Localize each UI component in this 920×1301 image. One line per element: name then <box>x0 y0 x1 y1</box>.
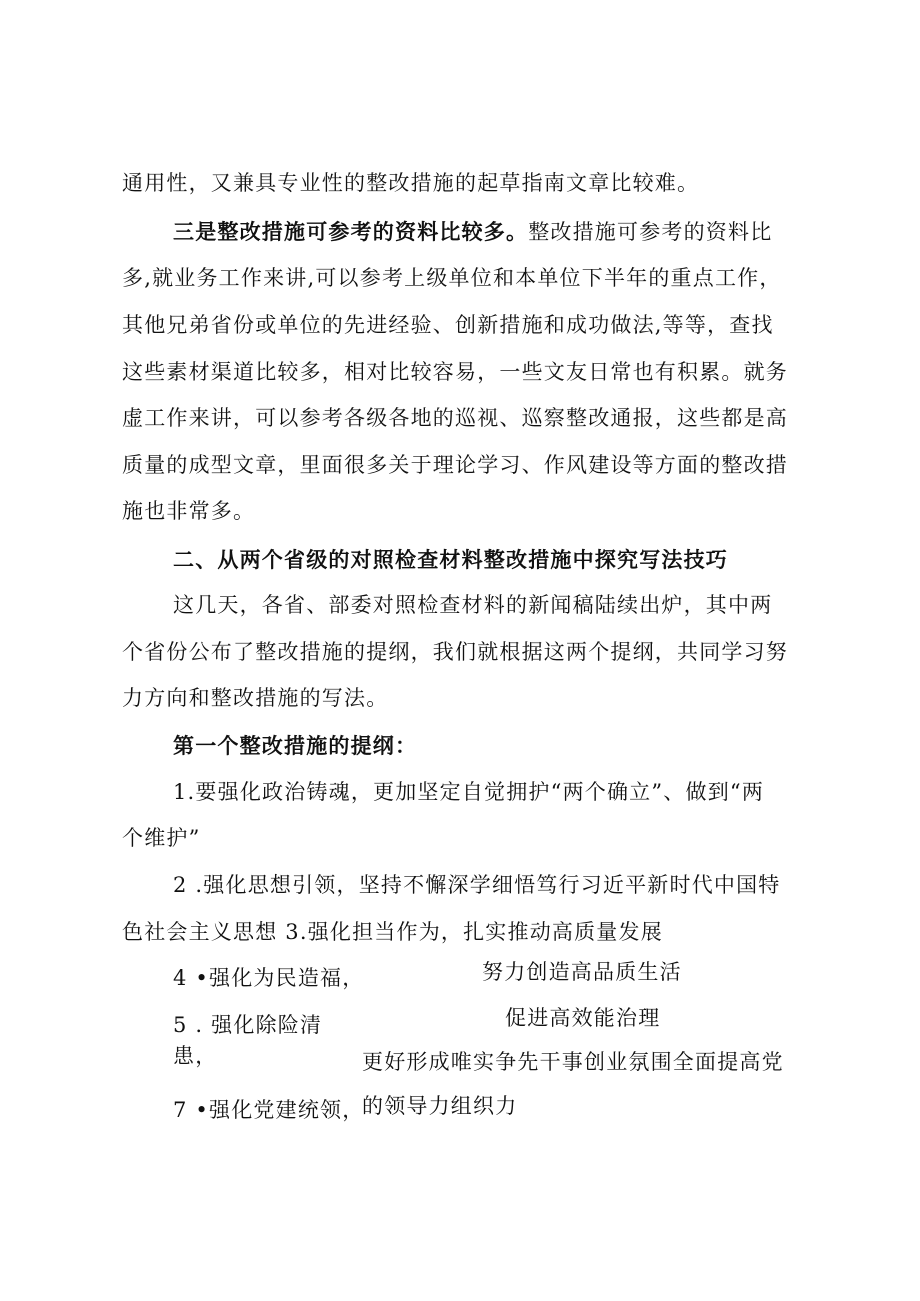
text-line: 这些素材渠道比较多，相对比较容易，一些文友日常也有积累。就务 <box>122 360 788 384</box>
list-item: 5 . 强化除险清 <box>173 1013 323 1037</box>
text-line: 质量的成型文章，里面很多关于理论学习、作风建设等方面的整改措 <box>122 453 788 477</box>
heading-paragraph <box>173 221 772 243</box>
text-line: 患， <box>173 1044 218 1068</box>
list-item: 2 .强化思想引领，坚持不懈深学细悟笃行习近平新时代中国特 <box>173 873 781 897</box>
list-item-detail: 的领导力组织力 <box>362 1094 518 1118</box>
list-item-detail: 促进高效能治理 <box>505 1006 661 1030</box>
text-line: 其他兄弟省份或单位的先进经验、创新措施和成功做法,等等，查找 <box>122 313 774 337</box>
list-item: 1.要强化政治铸魂，更加坚定自觉拥护“两个确立”、做到“两 <box>173 780 765 804</box>
text-line: 多,就业务工作来讲,可以参考上级单位和本单位下半年的重点工作， <box>122 266 782 290</box>
section-heading: 二、从两个省级的对照检查材料整改措施中探究写法技巧 <box>173 547 728 572</box>
text-line: 个省份公布了整改措施的提纲，我们就根据这两个提纲，共同学习努 <box>122 640 788 664</box>
text-line: 虚工作来讲，可以参考各级各地的巡视、巡察整改通报，这些都是高 <box>122 406 788 430</box>
text-line: 力方向和整改措施的写法。 <box>122 686 389 710</box>
bold-lead: 三是整改措施可参考的资料比较多。 <box>173 219 529 244</box>
outline-heading: 第一个整改措施的提纲： <box>173 733 418 758</box>
text-span: 整改措施可参考的资料比 <box>528 220 773 244</box>
list-item: 7 •强化党建统领， <box>173 1098 365 1122</box>
list-item: 色社会主义思想 3.强化担当作为，扎实推动高质量发展 <box>122 920 663 944</box>
text-line: 施也非常多。 <box>122 499 256 523</box>
text-line: 这几天，各省、部委对照检查材料的新闻稿陆续出炉，其中两 <box>173 593 773 617</box>
text-line: 个维护” <box>122 826 201 850</box>
list-item: 4 •强化为民造福， <box>173 966 365 990</box>
list-item-detail: 努力创造高品质生活 <box>482 960 682 984</box>
list-item-detail: 更好形成唯实争先干事创业氛围全面提高党 <box>362 1050 784 1074</box>
text-line: 通用性，又兼具专业性的整改措施的起草指南文章比较难。 <box>122 171 700 195</box>
